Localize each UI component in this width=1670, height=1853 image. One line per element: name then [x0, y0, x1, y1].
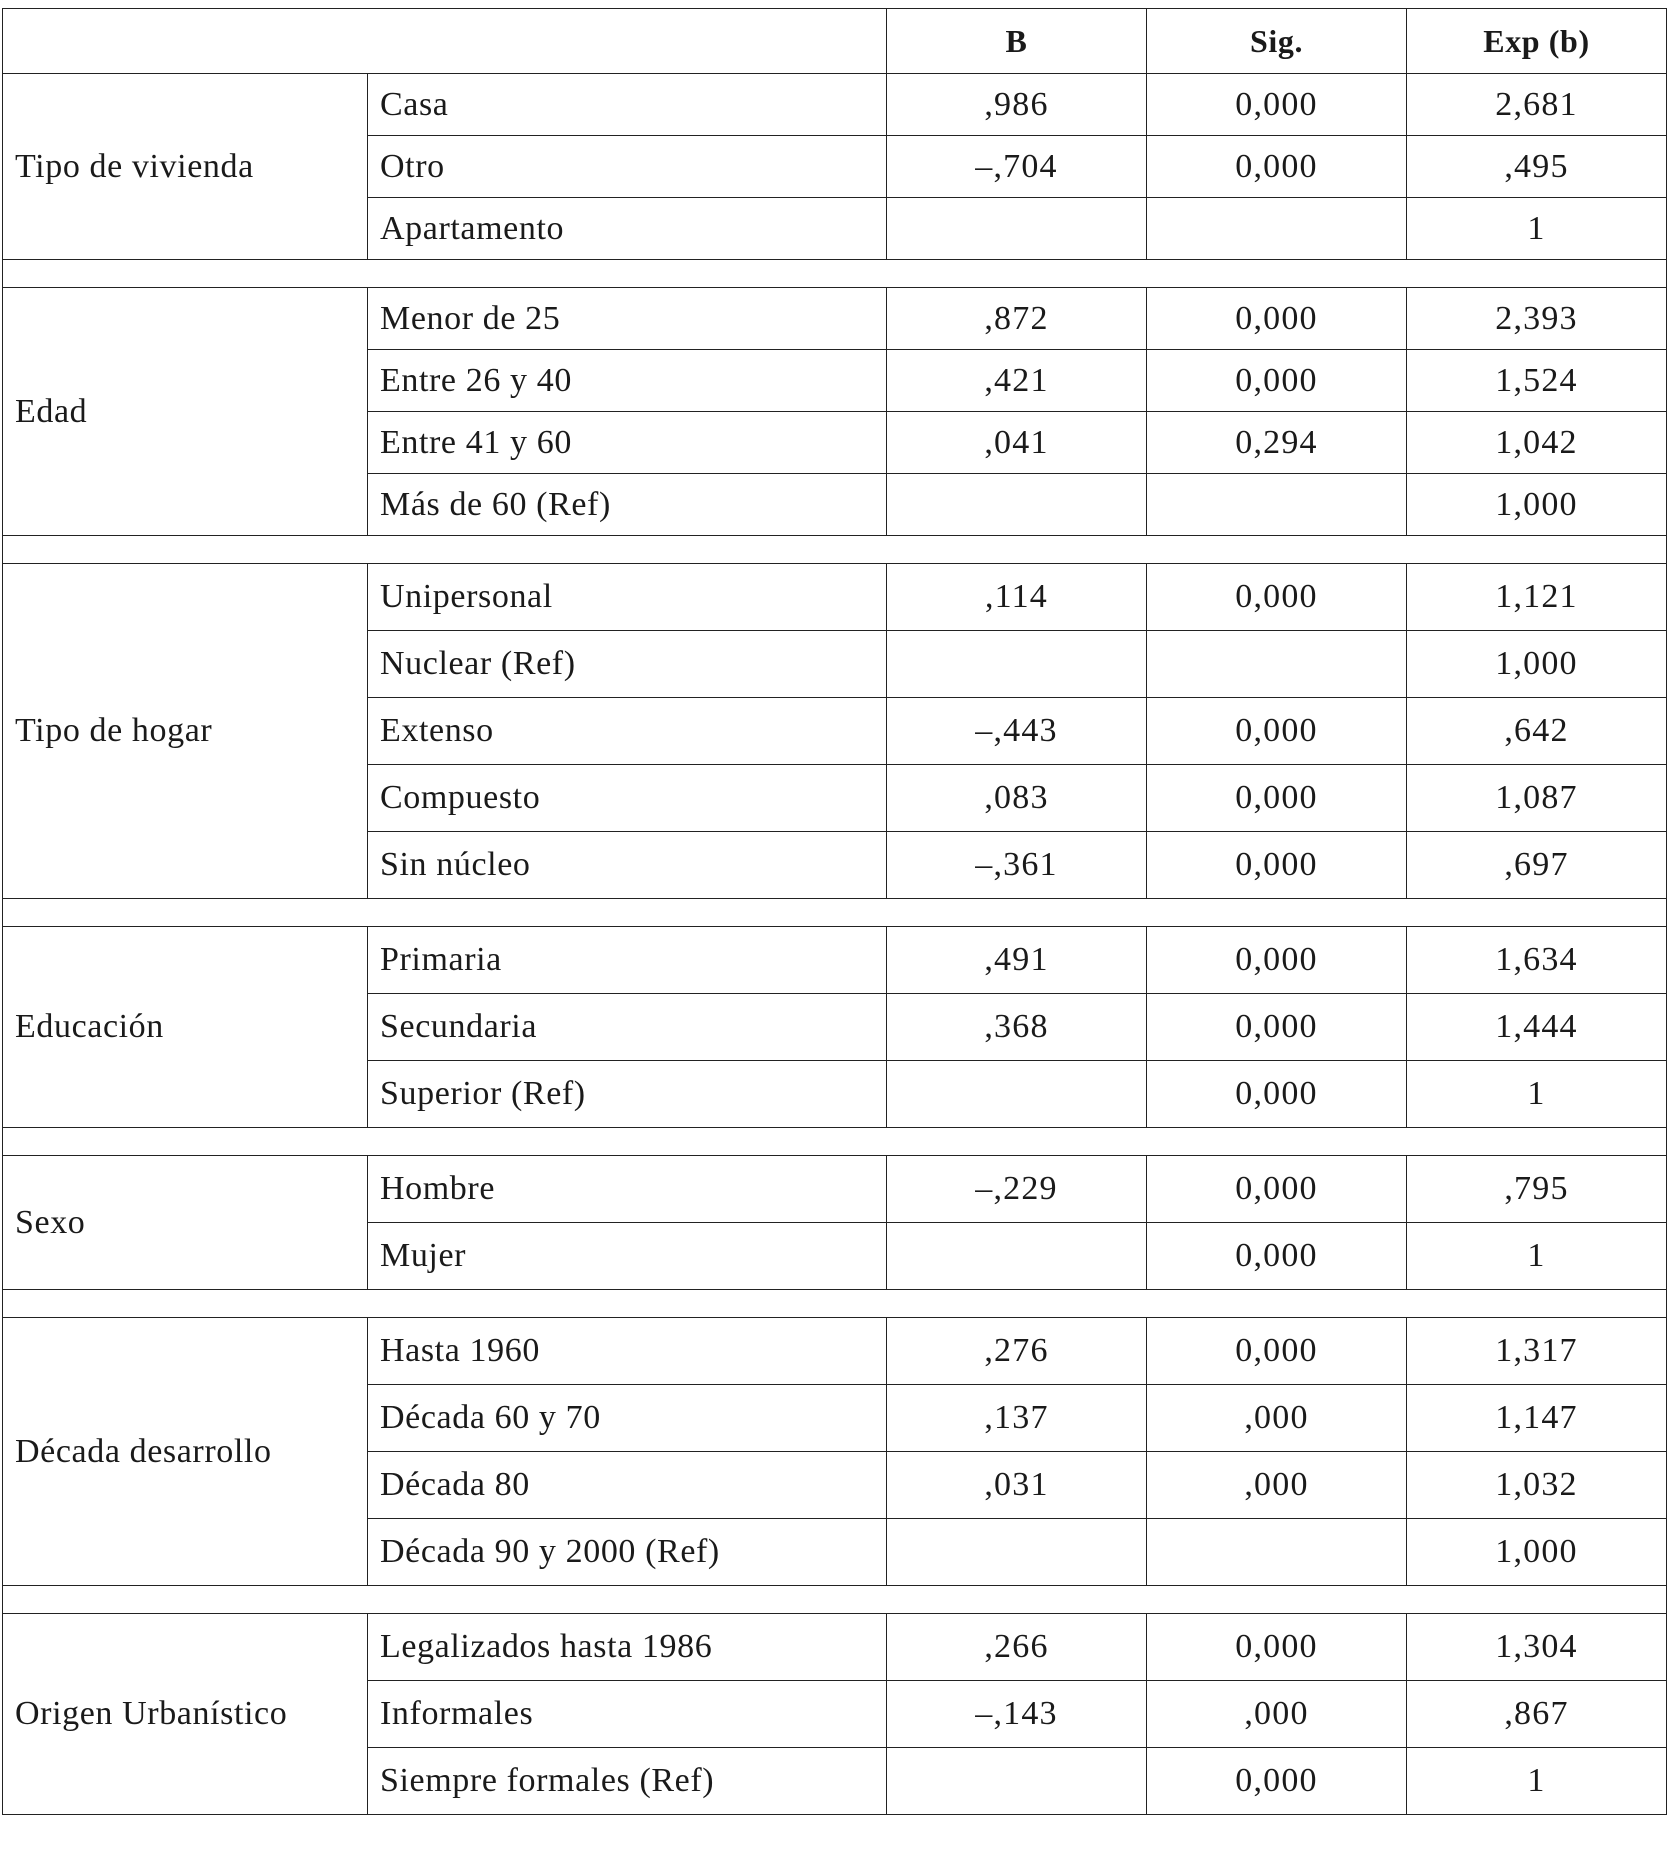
table-row [3, 1318, 1667, 1385]
category-cell: Legalizados hasta 1986 [368, 1614, 887, 1681]
separator-cell [3, 260, 1667, 288]
category-cell: Sin núcleo [368, 832, 887, 899]
sig-value-cell: 0,000 [1147, 74, 1407, 136]
exp-b-value-cell: 1,000 [1407, 631, 1667, 698]
category-cell: Compuesto [368, 765, 887, 832]
header-exp-b: Exp (b) [1407, 9, 1667, 74]
category-cell: Superior (Ref) [368, 1061, 887, 1128]
header-sig: Sig. [1147, 9, 1407, 74]
exp-b-value-cell: ,495 [1407, 136, 1667, 198]
separator-cell [3, 1290, 1667, 1318]
sig-value-cell [1147, 474, 1407, 536]
b-value-cell: ,266 [887, 1614, 1147, 1681]
category-cell: Entre 41 y 60 [368, 412, 887, 474]
group-separator-row [3, 260, 1667, 288]
b-value-cell [887, 1223, 1147, 1290]
sig-value-cell: ,000 [1147, 1452, 1407, 1519]
table-row [3, 564, 1667, 631]
exp-b-value-cell: 1,634 [1407, 927, 1667, 994]
sig-value-cell: 0,000 [1147, 765, 1407, 832]
sig-value-cell: 0,000 [1147, 1318, 1407, 1385]
sig-value-cell: 0,000 [1147, 1061, 1407, 1128]
sig-value-cell [1147, 198, 1407, 260]
group-separator-row [3, 536, 1667, 564]
b-value-cell: –,443 [887, 698, 1147, 765]
exp-b-value-cell: 1,524 [1407, 350, 1667, 412]
exp-b-value-cell: 1,032 [1407, 1452, 1667, 1519]
category-cell: Hombre [368, 1156, 887, 1223]
category-cell: Menor de 25 [368, 288, 887, 350]
table-row [3, 1614, 1667, 1681]
b-value-cell: ,041 [887, 412, 1147, 474]
b-value-cell: ,276 [887, 1318, 1147, 1385]
category-cell: Informales [368, 1681, 887, 1748]
sig-value-cell: 0,000 [1147, 927, 1407, 994]
group-label: Década desarrollo [3, 1318, 368, 1586]
sig-value-cell: ,000 [1147, 1681, 1407, 1748]
category-cell: Secundaria [368, 994, 887, 1061]
b-value-cell [887, 1061, 1147, 1128]
category-cell: Década 80 [368, 1452, 887, 1519]
sig-value-cell: 0,000 [1147, 288, 1407, 350]
b-value-cell: ,872 [887, 288, 1147, 350]
group-label: Tipo de hogar [3, 564, 368, 899]
table-header [3, 9, 1667, 74]
sig-value-cell: 0,294 [1147, 412, 1407, 474]
separator-cell [3, 536, 1667, 564]
b-value-cell [887, 474, 1147, 536]
group-label: Educación [3, 927, 368, 1128]
group-label: Edad [3, 288, 368, 536]
separator-cell [3, 1586, 1667, 1614]
exp-b-value-cell: 1,000 [1407, 474, 1667, 536]
header-empty-cell [3, 9, 887, 74]
b-value-cell: ,137 [887, 1385, 1147, 1452]
b-value-cell [887, 1519, 1147, 1586]
b-value-cell: ,031 [887, 1452, 1147, 1519]
sig-value-cell: ,000 [1147, 1385, 1407, 1452]
exp-b-value-cell: 2,393 [1407, 288, 1667, 350]
exp-b-value-cell: 1,317 [1407, 1318, 1667, 1385]
exp-b-value-cell: 1,147 [1407, 1385, 1667, 1452]
table-row [3, 927, 1667, 994]
exp-b-value-cell: 1 [1407, 1061, 1667, 1128]
category-cell: Apartamento [368, 198, 887, 260]
exp-b-value-cell: 1 [1407, 1223, 1667, 1290]
category-cell: Más de 60 (Ref) [368, 474, 887, 536]
b-value-cell: –,143 [887, 1681, 1147, 1748]
b-value-cell: ,986 [887, 74, 1147, 136]
sig-value-cell: 0,000 [1147, 1614, 1407, 1681]
b-value-cell: ,421 [887, 350, 1147, 412]
category-cell: Otro [368, 136, 887, 198]
exp-b-value-cell: 2,681 [1407, 74, 1667, 136]
table-body [3, 74, 1667, 1815]
group-separator-row [3, 1586, 1667, 1614]
category-cell: Mujer [368, 1223, 887, 1290]
sig-value-cell [1147, 631, 1407, 698]
category-cell: Hasta 1960 [368, 1318, 887, 1385]
exp-b-value-cell: 1,121 [1407, 564, 1667, 631]
sig-value-cell: 0,000 [1147, 832, 1407, 899]
separator-cell [3, 1128, 1667, 1156]
exp-b-value-cell: ,642 [1407, 698, 1667, 765]
sig-value-cell: 0,000 [1147, 564, 1407, 631]
table-row [3, 288, 1667, 350]
group-label: Tipo de vivienda [3, 74, 368, 260]
separator-cell [3, 899, 1667, 927]
b-value-cell: –,704 [887, 136, 1147, 198]
b-value-cell: ,114 [887, 564, 1147, 631]
group-separator-row [3, 899, 1667, 927]
exp-b-value-cell: ,867 [1407, 1681, 1667, 1748]
b-value-cell [887, 1748, 1147, 1815]
b-value-cell: ,491 [887, 927, 1147, 994]
group-separator-row [3, 1290, 1667, 1318]
regression-table [2, 8, 1667, 1815]
sig-value-cell [1147, 1519, 1407, 1586]
exp-b-value-cell: ,697 [1407, 832, 1667, 899]
sig-value-cell: 0,000 [1147, 698, 1407, 765]
sig-value-cell: 0,000 [1147, 1156, 1407, 1223]
b-value-cell: –,361 [887, 832, 1147, 899]
category-cell: Nuclear (Ref) [368, 631, 887, 698]
group-label: Origen Urbanístico [3, 1614, 368, 1815]
exp-b-value-cell: 1,444 [1407, 994, 1667, 1061]
b-value-cell: ,083 [887, 765, 1147, 832]
category-cell: Primaria [368, 927, 887, 994]
group-label: Sexo [3, 1156, 368, 1290]
b-value-cell [887, 198, 1147, 260]
exp-b-value-cell: 1,087 [1407, 765, 1667, 832]
category-cell: Entre 26 y 40 [368, 350, 887, 412]
category-cell: Casa [368, 74, 887, 136]
category-cell: Década 60 y 70 [368, 1385, 887, 1452]
category-cell: Década 90 y 2000 (Ref) [368, 1519, 887, 1586]
b-value-cell: ,368 [887, 994, 1147, 1061]
header-b: B [887, 9, 1147, 74]
table-row [3, 1156, 1667, 1223]
table-row [3, 74, 1667, 136]
exp-b-value-cell: 1,000 [1407, 1519, 1667, 1586]
exp-b-value-cell: 1 [1407, 1748, 1667, 1815]
category-cell: Extenso [368, 698, 887, 765]
sig-value-cell: 0,000 [1147, 994, 1407, 1061]
b-value-cell [887, 631, 1147, 698]
exp-b-value-cell: 1,304 [1407, 1614, 1667, 1681]
sig-value-cell: 0,000 [1147, 1748, 1407, 1815]
category-cell: Siempre formales (Ref) [368, 1748, 887, 1815]
category-cell: Unipersonal [368, 564, 887, 631]
group-separator-row [3, 1128, 1667, 1156]
sig-value-cell: 0,000 [1147, 350, 1407, 412]
sig-value-cell: 0,000 [1147, 136, 1407, 198]
sig-value-cell: 0,000 [1147, 1223, 1407, 1290]
b-value-cell: –,229 [887, 1156, 1147, 1223]
exp-b-value-cell: 1 [1407, 198, 1667, 260]
exp-b-value-cell: ,795 [1407, 1156, 1667, 1223]
exp-b-value-cell: 1,042 [1407, 412, 1667, 474]
